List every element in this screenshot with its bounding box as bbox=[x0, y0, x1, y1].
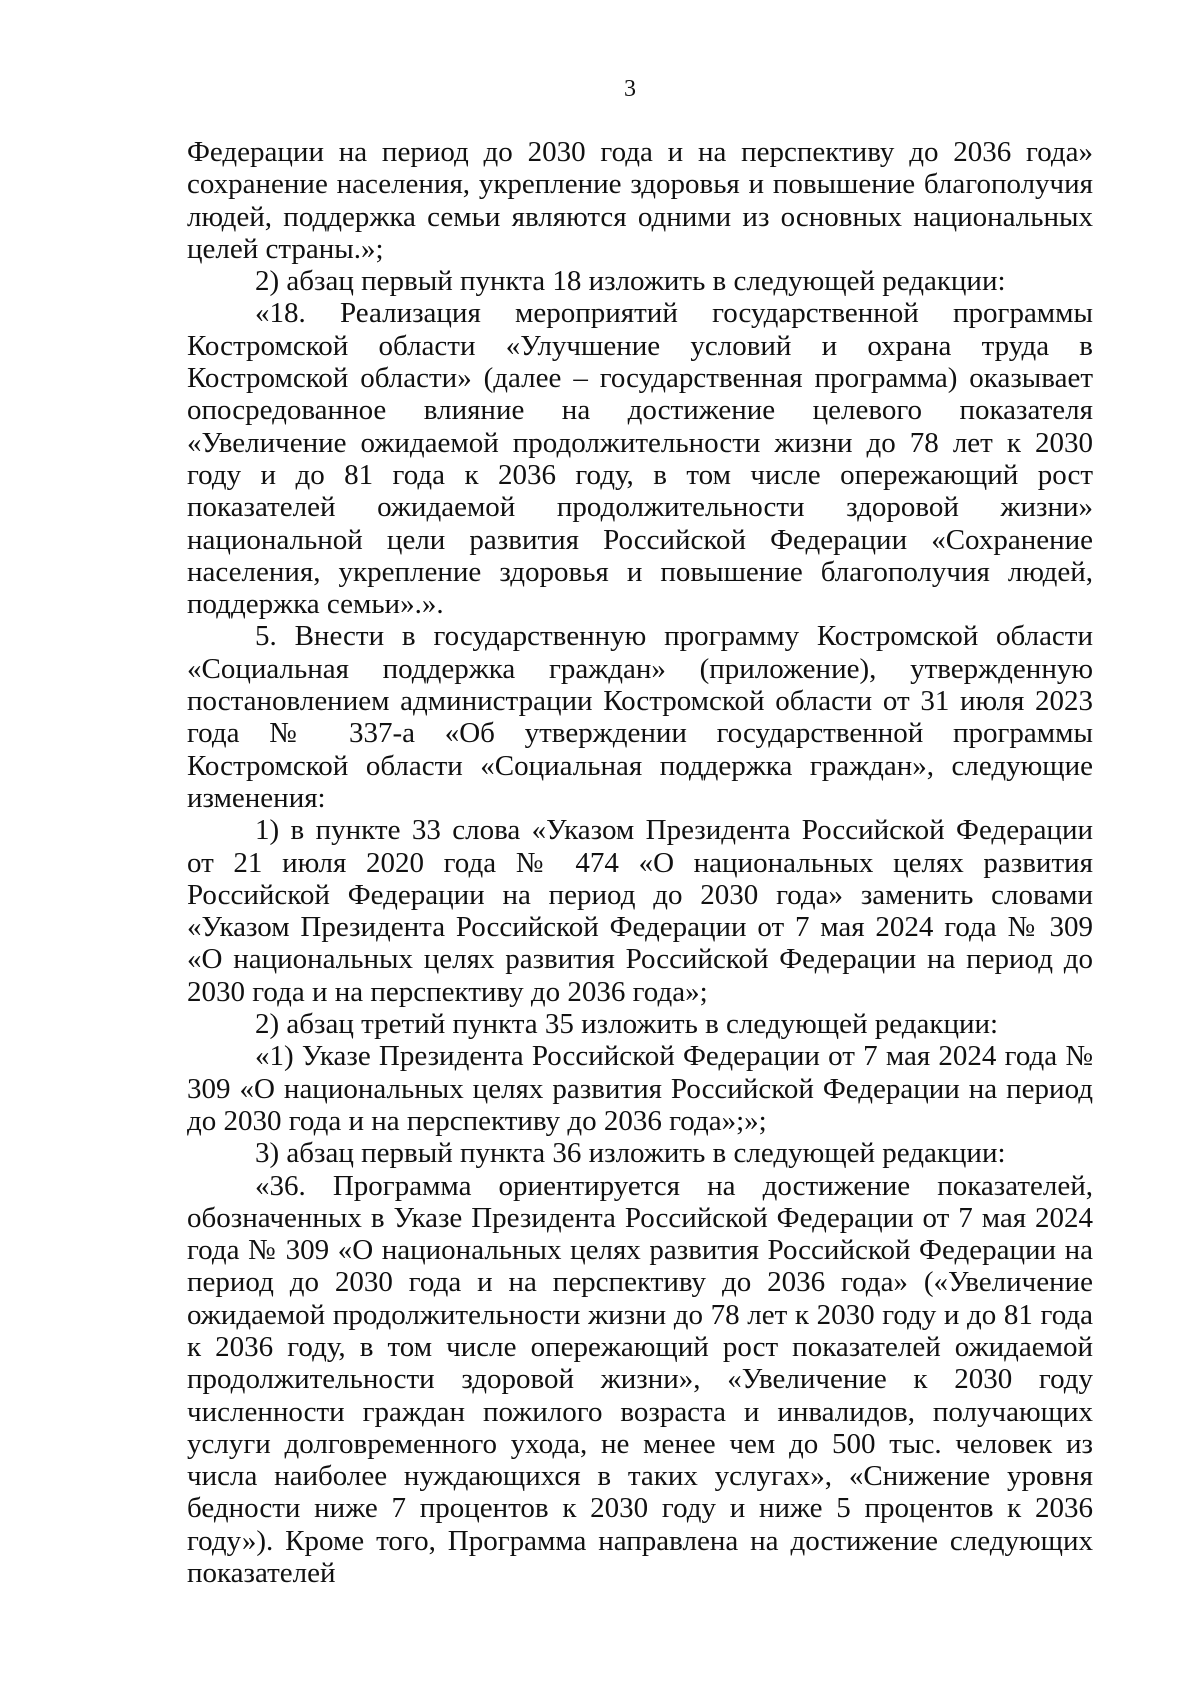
paragraph-point-18-text: «18. Реализация мероприятий государственной программы Костромской области «Улучшение условий и охрана труда в Костромской области» (далее – государственная программа) оказывает опосредованное влияние на достижение целевого показателя «Увеличение ожидаемой продолжительности жизни до 78 лет к 2030 году и до 81 года к 2036 году, в том числе опережающий рост показателей ожидаемой продолжительности здоровой жизни» национальной цели развития Российской Федерации «Сохранение населения, укрепление здоровья и повышение благополучия людей, поддержка семьи».». bbox=[187, 297, 1093, 621]
paragraph-item-1-point-33: 1) в пункте 33 слова «Указом Президента Российской Федерации от 21 июля 2020 года № 474 «О национальных целях развития Российской Федерации на период до 2030 года» заменить словами «Указом Президента Российской Федерации от 7 мая 2024 года № 309 «О национальных целях развития Российской Федерации на период до 2030 года и на перспективу до 2036 года»; bbox=[187, 814, 1093, 1008]
paragraph-point-35-text: «1) Указе Президента Российской Федерации от 7 мая 2024 года № 309 «О национальных целях развития Российской Федерации на период до 2030 года и на перспективу до 2036 года»;»; bbox=[187, 1040, 1093, 1137]
document-body bbox=[187, 136, 1093, 1589]
paragraph-continuation: Федерации на период до 2030 года и на перспективу до 2036 года» сохранение населения, укрепление здоровья и повышение благополучия людей, поддержка семьи являются одними из основных национальных целей страны.»; bbox=[187, 136, 1093, 265]
page-number: 3 bbox=[624, 76, 636, 102]
paragraph-item-2-point-18: 2) абзац первый пункта 18 изложить в следующей редакции: bbox=[255, 265, 1006, 298]
paragraph-item-2-point-35: 2) абзац третий пункта 35 изложить в следующей редакции: bbox=[255, 1008, 999, 1041]
paragraph-section-5: 5. Внести в государственную программу Костромской области «Социальная поддержка граждан» (приложение), утвержденную постановлением администрации Костромской области от 31 июля 2023 года № 337-а «Об утверждении государственной программы Костромской области «Социальная поддержка граждан», следующие изменения: bbox=[187, 620, 1093, 814]
paragraph-item-3-point-36: 3) абзац первый пункта 36 изложить в следующей редакции: bbox=[255, 1137, 1006, 1170]
paragraph-point-36-text: «36. Программа ориентируется на достижение показателей, обозначенных в Указе Президента Российской Федерации от 7 мая 2024 года № 309 «О национальных целях развития Российской Федерации на период до 2030 года и на перспективу до 2036 года» («Увеличение ожидаемой продолжительности жизни до 78 лет к 2030 году и до 81 года к 2036 году, в том числе опережающий рост показателей ожидаемой продолжительности здоровой жизни», «Увеличение к 2030 году численности граждан пожилого возраста и инвалидов, получающих услуги долговременного ухода, не менее чем до 500 тыс. человек из числа наиболее нуждающихся в таких услугах», «Снижение уровня бедности ниже 7 процентов к 2030 году и ниже 5 процентов к 2036 году»). Кроме того, Программа направлена на достижение следующих показателей bbox=[187, 1169, 1093, 1590]
